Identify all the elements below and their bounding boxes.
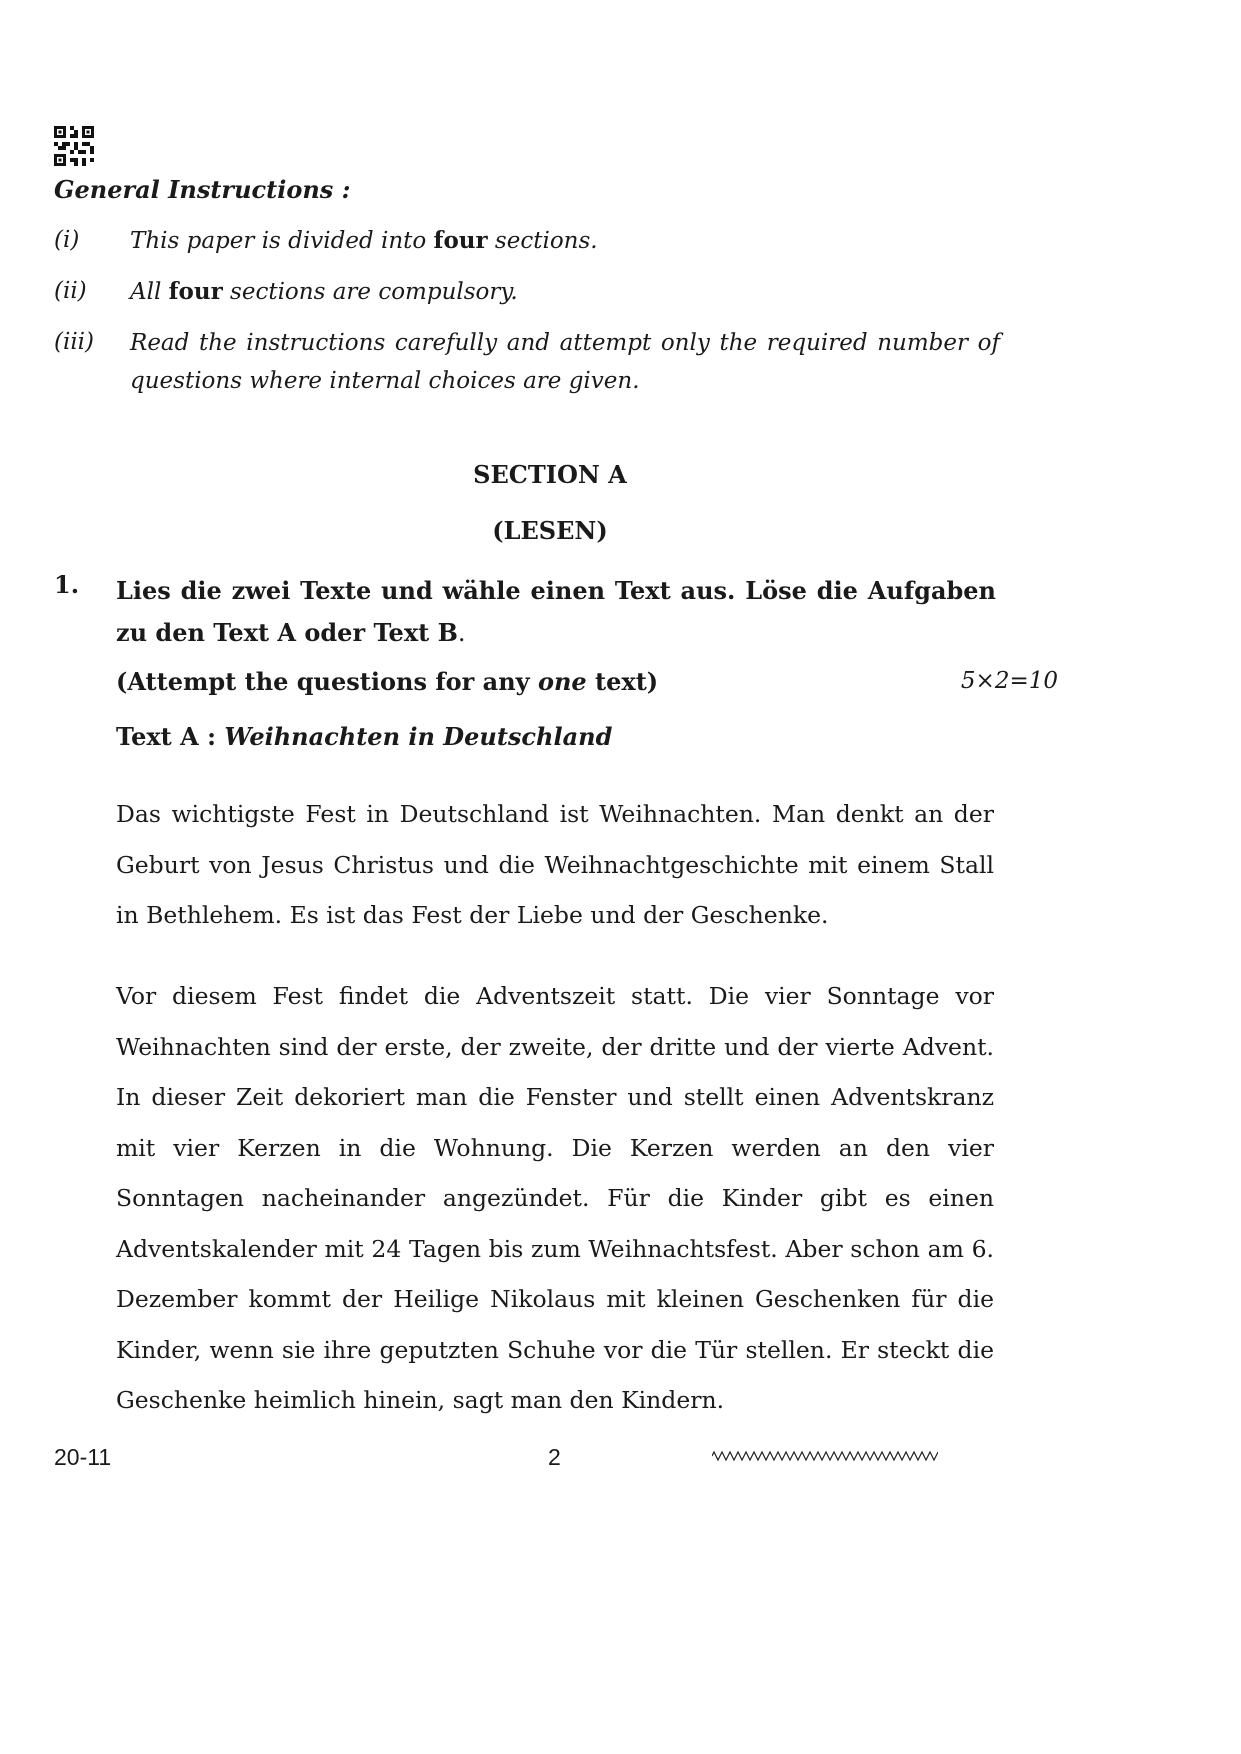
text-paragraph: Vor diesem Fest findet die Adventszeit statt. Die vier Sonntage vor Weihnachten sind der erste, der zweite, der dritte und der vierte Advent. In dieser Zeit dekoriert man die Fenster und stellt einen Adventskranz mit vier Kerzen in die Wohnung. Die Kerzen werden an den vier Sonntagen nacheinander angezündet. Für die Kinder gibt es einen Adventskalender mit 24 Tagen bis zum Weihnachtsfest. Aber schon am 6. Dezember kommt der Heilige Nikolaus mit kleinen Geschenken für die Kinder, wenn sie ihre geputzten Schuhe vor die Tür stellen. Er steckt die Geschenke heimlich hinein, sagt man den Kindern. bbox=[116, 982, 994, 1414]
general-instructions-heading: General Instructions : bbox=[54, 175, 351, 204]
question-number: 1. bbox=[54, 570, 80, 599]
text-paragraph: Das wichtigste Fest in Deutschland ist Weihnachten. Man denkt an der Geburt von Jesus Christus und die Weihnachtgeschichte mit einem Stall in Bethlehem. Es ist das Fest der Liebe und der Geschenke. bbox=[116, 800, 994, 929]
marks-allocation: 5×2=10 bbox=[960, 668, 1058, 694]
page-number: 2 bbox=[548, 1444, 561, 1470]
instruction-number: (ii) bbox=[54, 278, 87, 304]
paper-code: 20-11 bbox=[54, 1444, 112, 1470]
qr-code-icon bbox=[54, 126, 94, 166]
text-a-title: Text A : Weihnachten in Deutschland bbox=[116, 722, 613, 751]
instruction-number: (iii) bbox=[54, 329, 95, 355]
question-text: Lies die zwei Texte und wähle einen Text aus. Löse die Aufgaben zu den Text A oder Text B. bbox=[116, 576, 996, 647]
attempt-instruction: (Attempt the questions for any one text) bbox=[116, 667, 659, 696]
section-title: SECTION A bbox=[473, 460, 627, 489]
wavy-line-decoration bbox=[712, 1449, 938, 1463]
instruction-text: All four sections are compulsory. bbox=[130, 278, 518, 305]
instruction-number: (i) bbox=[54, 227, 80, 253]
section-subtitle: (LESEN) bbox=[492, 516, 608, 545]
instruction-text: This paper is divided into four sections. bbox=[130, 227, 598, 254]
instruction-text: Read the instructions carefully and attempt only the required number of questions where internal choices are given. bbox=[130, 330, 1000, 394]
